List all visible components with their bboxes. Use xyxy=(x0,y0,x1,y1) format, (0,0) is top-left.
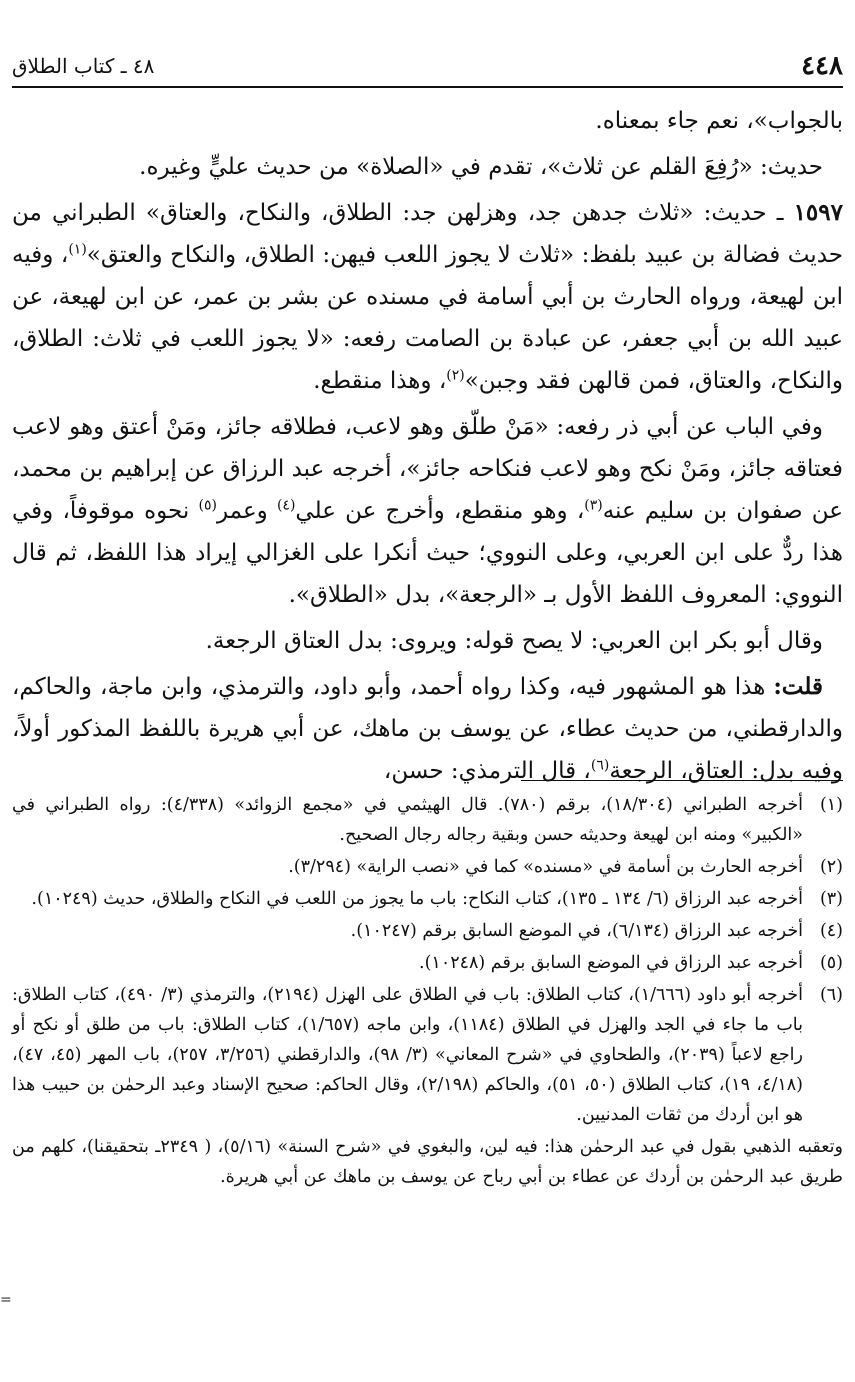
footnote-number: (٢) xyxy=(819,857,843,877)
footnote-text: أخرجه أبو داود (١/٦٦٦)، كتاب الطلاق: باب في الطلاق على الهزل (٢١٩٤)، والترمذي (٣/ ٤٩٠)، كتاب الطلاق: باب ما جاء في الجد والهزل في الطلاق (١١٨٤)، وابن ماجه (١/٦٥٧)، كتاب الطلاق: باب من طلق أو نكح أو راجع لاعباً (٢٠٣٩)، والطحاوي في «شرح المعاني» (٣/ ٩٨)، والدارقطني (٣/٢٥٦، ٢٥٧)، باب المهر (٤٥، ٤٧)، (٤/١٨، ١٩)، كتاب الطلاق (٥٠، ٥١)، والحاكم (٢/١٩٨)، وقال الحاكم: صحيح الإسناد وعبد الرحمٰن بن حبيب هذا هو ابن أردك من ثقات المدنيين. xyxy=(12,985,803,1125)
footnote-item xyxy=(12,852,843,882)
footnote-continuation xyxy=(12,1132,843,1192)
paragraph-1: بالجواب»، نعم جاء بمعناه. xyxy=(595,108,843,134)
footnote-ref-6[interactable]: (٦) xyxy=(590,757,610,774)
footnote-item xyxy=(12,980,843,1130)
footnote-number: (١) xyxy=(819,795,843,815)
footnote-number: (٣) xyxy=(819,889,843,909)
page-header xyxy=(12,46,843,88)
paragraph-5: وقال أبو بكر ابن العربي: لا يصح قوله: ويروى: بدل العتاق الرجعة. xyxy=(205,628,823,654)
paragraph-3-hadith xyxy=(12,192,843,402)
footnote-item xyxy=(12,948,843,978)
paragraph-2: حديث: «رُفِعَ القلم عن ثلاث»، تقدم في «الصلاة» من حديث عليٍّ وغيره. xyxy=(139,154,823,180)
paragraph-4-text-d: نحوه موقوفاً، وفي هذا ردٌّ على ابن العربي، وعلى النووي؛ حيث أنكرا على الغزالي إيراد هذا اللفظ، ثم قال النووي: المعروف اللفظ الأول بـ «الرجعة»، بدل «الطلاق». xyxy=(12,498,843,608)
footnote-text: أخرجه عبد الرزاق (٦/١٣٤)، في الموضع السابق برقم (١٠٢٤٧). xyxy=(350,921,803,941)
paragraph-4-text-b: ، وهو منقطع، وأخرج عن علي xyxy=(295,498,585,524)
footnote-item xyxy=(12,916,843,946)
footnote-text: أخرجه الحارث بن أسامة في «مسنده» كما في «نصب الراية» (٣/٢٩٤). xyxy=(288,857,803,877)
paragraph-6-text-b: ، قال الترمذي: حسن، xyxy=(383,758,591,784)
page-number: ٤٤٨ xyxy=(801,51,843,81)
running-head: ٤٨ ـ كتاب الطلاق xyxy=(12,54,155,78)
qult-label: قلت: xyxy=(773,673,823,700)
hadith-number: ١٥٩٧ xyxy=(793,199,843,226)
paragraph-3-text-c: ، وهذا منقطع. xyxy=(313,368,447,394)
footnote-number: (٥) xyxy=(819,953,843,973)
paragraph-3-text-a: ـ حديث: «ثلاث جدهن جد، وهزلهن جد: الطلاق، والنكاح، والعتاق» الطبراني من حديث فضالة بن عبيد بلفظ: «ثلاث لا يجوز اللعب فيهن: الطلاق، والنكاح والعتق» xyxy=(12,200,844,268)
footnote-ref-1[interactable]: (١) xyxy=(68,241,87,258)
footnote-number: (٦) xyxy=(819,985,843,1005)
paragraph-6-text-a: هذا هو المشهور فيه، وكذا رواه أحمد، وأبو داود، والترمذي، وابن ماجة، والحاكم، والدارقطني، من حديث عطاء، عن يوسف بن ماهك، عن أبي هريرة باللفظ المذكور أولاً، وفيه بدل: العتاق، الرجعة xyxy=(12,674,843,784)
footnote-number: (٤) xyxy=(819,921,843,941)
paragraph-4-text-c: وعمر xyxy=(216,498,277,524)
paragraph-6 xyxy=(12,666,843,792)
footnote-text: أخرجه الطبراني (١٨/٣٠٤)، برقم (٧٨٠). قال الهيثمي في «مجمع الزوائد» (٤/٣٣٨): رواه الطبراني في «الكبير» ومنه ابن لهيعة وحديثه حسن وبقية رجاله رجال الصحيح. xyxy=(12,795,804,845)
footnote-ref-4[interactable]: (٤) xyxy=(276,497,296,514)
paragraph-4 xyxy=(12,406,843,616)
paragraph-3-text-b: ، وفيه ابن لهيعة، ورواه الحارث بن أبي أسامة في مسنده عن بشر بن عمر، عن ابن لهيعة، عن عبيد الله بن أبي جعفر، عن عبادة بن الصامت رفعه: «لا يجوز اللعب في ثلاث: الطلاق، والنكاح، والعتاق، فمن قالهن فقد وجبن» xyxy=(12,242,843,394)
footnote-text: أخرجه عبد الرزاق (٦/ ١٣٤ ـ ١٣٥)، كتاب النكاح: باب ما يجوز من اللعب في النكاح والطلاق، حديث (١٠٢٤٩). xyxy=(31,889,803,909)
footnote-ref-3[interactable]: (٣) xyxy=(584,497,603,514)
footnote-item xyxy=(12,790,843,850)
footnotes xyxy=(12,790,843,1194)
footnote-ref-5[interactable]: (٥) xyxy=(198,497,217,514)
main-text xyxy=(12,100,843,796)
footnote-continuation-text: وتعقبه الذهبي بقول في عبد الرحمٰن هذا: فيه لين، والبغوي في «شرح السنة» (٥/١٦)، ( ٢٣٤٩ـ بتحقيقنا)، كلهم من طريق عبد الرحمٰن بن أردك عن عطاء بن أبي رباح عن يوسف بن ماهك عن أبي هريرة. xyxy=(12,1137,843,1187)
footnote-separator xyxy=(521,780,843,781)
continuation-mark: = xyxy=(0,1292,12,1308)
footnote-text: أخرجه عبد الرزاق في الموضع السابق برقم (١٠٢٤٨). xyxy=(419,953,803,973)
footnote-item xyxy=(12,884,843,914)
paragraph-4-text-a: وفي الباب عن أبي ذر رفعه: «مَنْ طلّق وهو لاعب، فطلاقه جائز، ومَنْ أعتق وهو لاعب فعتاقه جائز، ومَنْ نكح وهو لاعب فنكاحه جائز»، أخرجه عبد الرزاق عن إبراهيم بن محمد، عن صفوان بن سليم عنه xyxy=(12,414,844,524)
footnote-ref-2[interactable]: (٢) xyxy=(446,367,465,384)
